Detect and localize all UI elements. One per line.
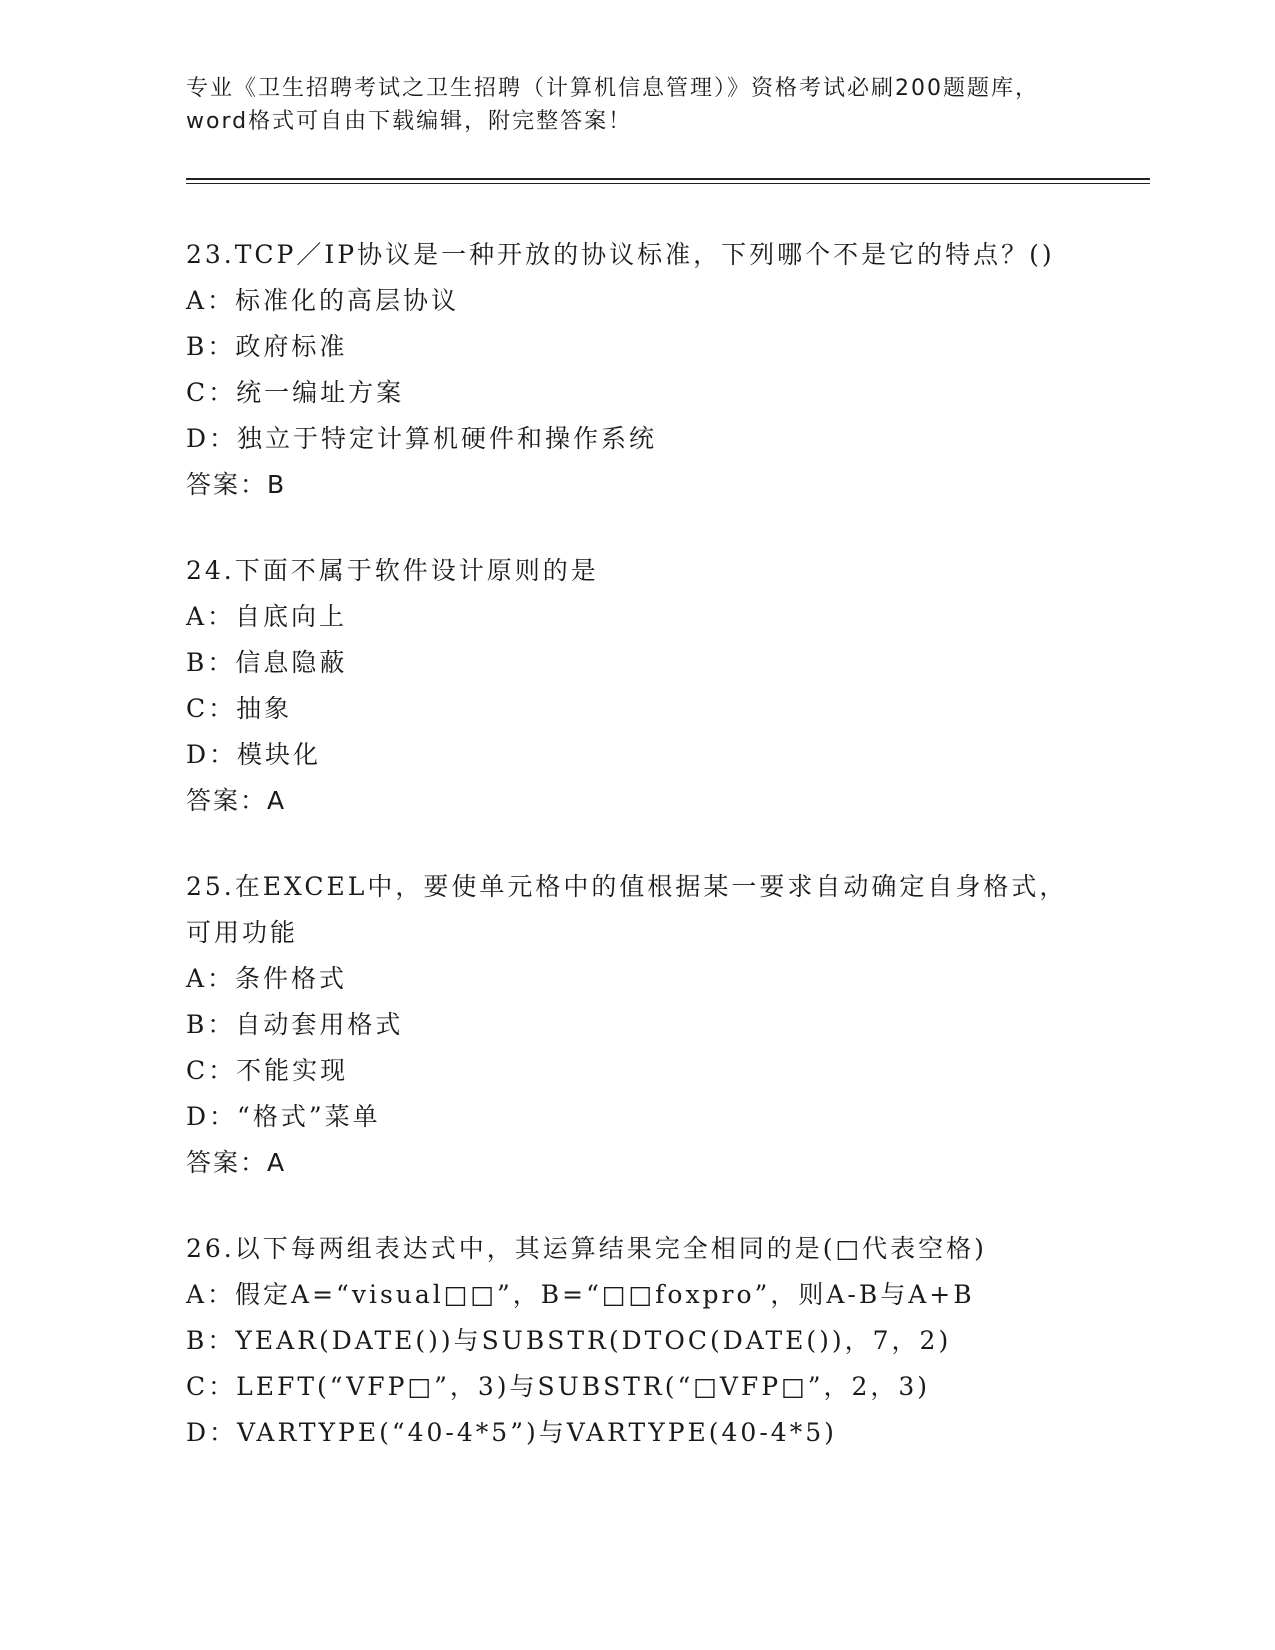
option-b: B：YEAR(DATE())与SUBSTR(DTOC(DATE())，7，2) bbox=[186, 1326, 952, 1355]
option-d: D：“格式”菜单 bbox=[186, 1102, 381, 1131]
document-header bbox=[186, 72, 1086, 138]
option-a: A：条件格式 bbox=[186, 964, 348, 993]
header-divider-thick bbox=[186, 178, 1150, 180]
option-a: A：假定A=“visual□□”，B=“□□foxpro”，则A-B与A+B bbox=[186, 1280, 975, 1309]
question-25 bbox=[186, 864, 1146, 1186]
question-26 bbox=[186, 1226, 1146, 1456]
option-a: A：自底向上 bbox=[186, 602, 348, 631]
option-c: C：不能实现 bbox=[186, 1056, 349, 1085]
option-b: B：自动套用格式 bbox=[186, 1010, 404, 1039]
option-a: A：标准化的高层协议 bbox=[186, 286, 460, 315]
header-line-1: 专业《卫生招聘考试之卫生招聘（计算机信息管理）》资格考试必刷200题题库， bbox=[186, 76, 1039, 101]
option-c: C：LEFT(“VFP□”，3)与SUBSTR(“□VFP□”，2，3) bbox=[186, 1372, 931, 1401]
option-b: B：政府标准 bbox=[186, 332, 348, 361]
option-c: C：抽象 bbox=[186, 694, 293, 723]
answer: 答案：A bbox=[186, 1148, 287, 1177]
option-c: C：统一编址方案 bbox=[186, 378, 405, 407]
option-b: B：信息隐蔽 bbox=[186, 648, 348, 677]
answer: 答案：B bbox=[186, 470, 287, 499]
question-24 bbox=[186, 548, 1146, 824]
option-d: D：独立于特定计算机硬件和操作系统 bbox=[186, 424, 658, 453]
header-divider-thin bbox=[186, 183, 1150, 184]
question-23 bbox=[186, 232, 1146, 508]
answer: 答案：A bbox=[186, 786, 287, 815]
option-d: D：模块化 bbox=[186, 740, 322, 769]
option-d: D：VARTYPE(“40-4*5”)与VARTYPE(40-4*5) bbox=[186, 1418, 837, 1447]
question-stem-line-1: 25.在EXCEL中，要使单元格中的值根据某一要求自动确定自身格式， bbox=[186, 872, 1068, 901]
question-stem: 26.以下每两组表达式中，其运算结果完全相同的是(□代表空格) bbox=[186, 1234, 987, 1263]
question-stem-line-2: 可用功能 bbox=[186, 918, 299, 947]
header-line-2: word格式可自由下载编辑，附完整答案！ bbox=[186, 109, 633, 134]
question-stem: 24.下面不属于软件设计原则的是 bbox=[186, 556, 599, 585]
question-stem: 23.TCP／IP协议是一种开放的协议标准，下列哪个不是它的特点？() bbox=[186, 240, 1055, 269]
